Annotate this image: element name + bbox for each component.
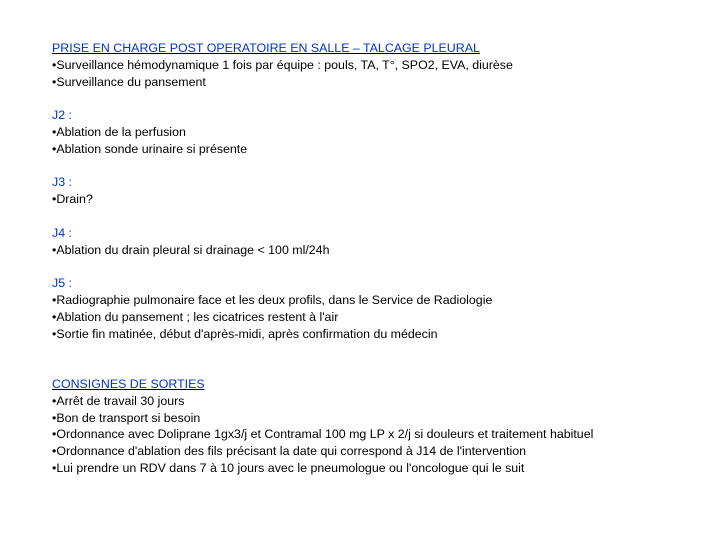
list-item: • Ordonnance d'ablation des fils précisant la date qui correspond à J14 de l'intervention <box>52 443 712 460</box>
list-item: • Drain? <box>52 191 712 208</box>
list-item: • Ablation du drain pleural si drainage < 100 ml/24h <box>52 242 712 259</box>
day-label-j2: J2 : <box>52 108 72 123</box>
list-item: • Sortie fin matinée, début d'après-midi, après confirmation du médecin <box>52 326 712 343</box>
list-item: • Bon de transport si besoin <box>52 410 712 427</box>
list-item: • Surveillance hémodynamique 1 fois par équipe : pouls, TA, T°, SPO2, EVA, diurèse <box>52 57 712 74</box>
list-item: • Arrêt de travail 30 jours <box>52 393 712 410</box>
list-item: • Ablation sonde urinaire si présente <box>52 141 712 158</box>
list-item: • Radiographie pulmonaire face et les deux profils, dans le Service de Radiologie <box>52 292 712 309</box>
document-page <box>52 40 712 477</box>
day-label-j3: J3 : <box>52 175 72 190</box>
list-item: • Lui prendre un RDV dans 7 à 10 jours avec le pneumologue ou l'oncologue qui le suit <box>52 460 712 477</box>
list-item: • Ablation de la perfusion <box>52 124 712 141</box>
day-label-j5: J5 : <box>52 276 72 291</box>
section-title-discharge: CONSIGNES DE SORTIES <box>52 376 205 391</box>
list-item: • Surveillance du pansement <box>52 74 712 91</box>
list-item: • Ablation du pansement ; les cicatrices restent à l'air <box>52 309 712 326</box>
list-item: • Ordonnance avec Doliprane 1gx3/j et Contramal 100 mg LP x 2/j si douleurs et traitement habituel <box>52 426 712 443</box>
day-label-j4: J4 : <box>52 225 72 240</box>
section-title-postop: PRISE EN CHARGE POST OPERATOIRE EN SALLE – TALCAGE PLEURAL <box>52 41 480 55</box>
